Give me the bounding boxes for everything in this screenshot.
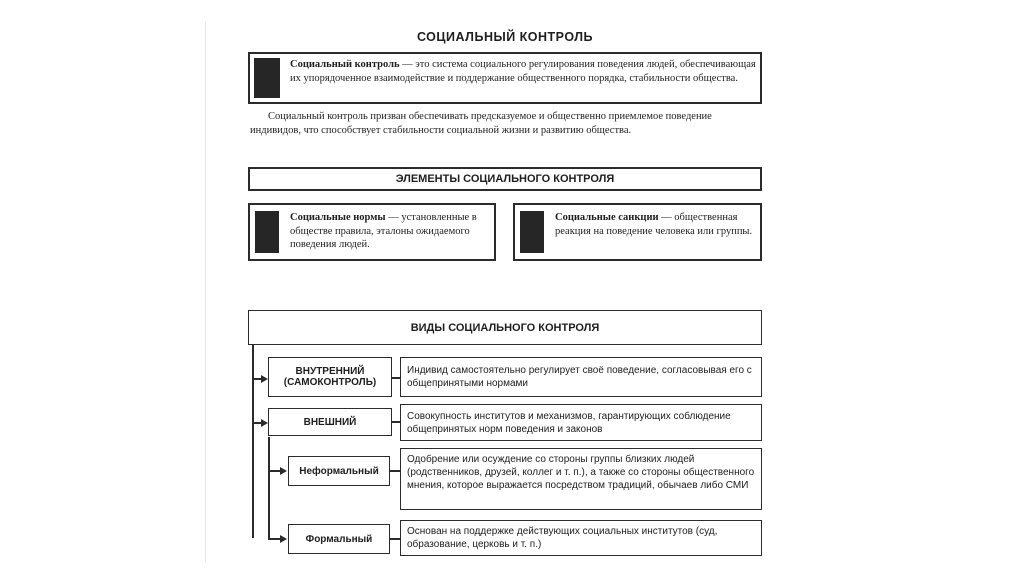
norms-body: — установленные в обществе правила, эталоны ожидаемого поведения людей. [290, 212, 477, 250]
intro-paragraph: Социальный контроль призван обеспечивать предсказуемое и общественно приемлемое поведение индивидов, что способствует стабильности социальной жизни и развитию общества. [250, 111, 712, 136]
sanctions-text [555, 211, 756, 238]
norms-term: Социальные нормы [290, 212, 386, 223]
formal-desc-box [400, 520, 762, 556]
formal-desc: Основан на поддержке действующих социальных институтов (суд, образование, церковь и т. п.) [407, 526, 718, 550]
dark-marker [255, 211, 279, 253]
informal-desc: Одобрение или осуждение со стороны группы близких людей (родственников, друзей, коллег и т. п.), а также со стороны общественного мнения, которое выражается посредством традиций, обычаев либо СМИ [407, 454, 755, 491]
elements-heading: ЭЛЕМЕНТЫ СОЦИАЛЬНОГО КОНТРОЛЯ [248, 167, 762, 191]
internal-desc-box [400, 357, 762, 397]
internal-desc: Индивид самостоятельно регулирует своё поведение, согласовывая его с общепринятыми нормами [407, 365, 752, 389]
internal-label: ВНУТРЕННИЙ [295, 366, 365, 377]
connector-line [392, 421, 400, 423]
arrow-icon [261, 419, 268, 427]
norms-text [290, 211, 490, 252]
internal-label-box [268, 357, 392, 397]
connector-line [390, 538, 400, 540]
sanctions-term: Социальные санкции [555, 212, 659, 223]
external-desc: Совокупность институтов и механизмов, гарантирующих соблюдение общепринятых норм поведения и законов [407, 411, 731, 435]
sanctions-body: — общественная реакция на поведение человека или группы. [555, 212, 753, 237]
connector-line [268, 437, 270, 539]
definition-text [290, 58, 756, 85]
page-edge [205, 22, 206, 562]
sanctions-box [513, 203, 762, 261]
page-title: СОЦИАЛЬНЫЙ КОНТРОЛЬ [416, 30, 594, 44]
arrow-icon [280, 535, 287, 543]
arrow-icon [280, 467, 287, 475]
external-label-box: ВНЕШНИЙ [268, 408, 392, 436]
definition-body: — это система социального регулирования поведения людей, обеспечивающая их упорядоченное взаимодействие и поддержание общественного порядка, стабильности общества. [290, 59, 756, 84]
connector-line [392, 377, 400, 379]
connector-line [390, 470, 400, 472]
definition-box [248, 52, 762, 104]
definition-term: Социальный контроль [290, 59, 400, 70]
external-desc-box [400, 404, 762, 441]
types-heading: ВИДЫ СОЦИАЛЬНОГО КОНТРОЛЯ [248, 310, 762, 345]
formal-label-box: Формальный [288, 524, 390, 554]
informal-desc-box [400, 448, 762, 510]
dark-marker [254, 58, 280, 98]
internal-sublabel: (САМОКОНТРОЛЬ) [283, 377, 377, 388]
arrow-icon [261, 375, 268, 383]
dark-marker [520, 211, 544, 253]
norms-box [248, 203, 496, 261]
connector-line [252, 345, 254, 538]
informal-label-box: Неформальный [288, 456, 390, 486]
